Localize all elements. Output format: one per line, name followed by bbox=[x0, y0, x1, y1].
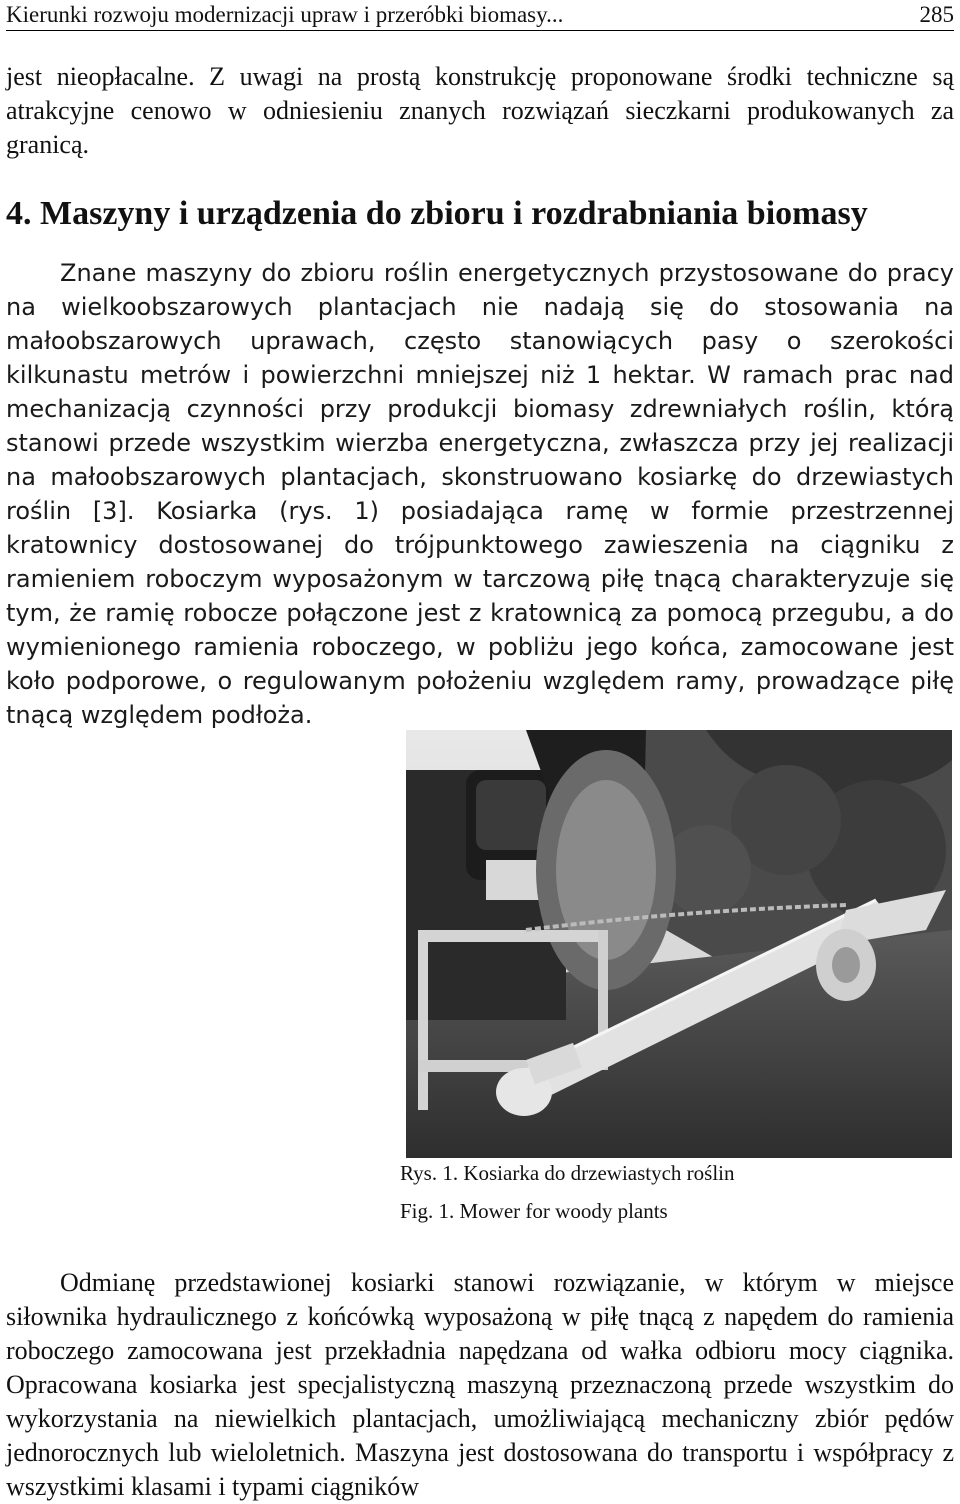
closing-paragraph bbox=[6, 1266, 954, 1504]
running-title: Kierunki rozwoju modernizacji upraw i przeróbki biomasy... bbox=[6, 2, 564, 27]
closing-paragraph-text: Odmianę przedstawionej kosiarki stanowi rozwiązanie, w którym w miejsce siłownika hydraulicznego z końcówką wyposażoną w piłę tnącą z napędem do ramienia roboczego zamocowana jest przekładnia napędzana od wałka odbioru mocy ciągnika. Opracowana kosiarka jest specjalistyczną maszyną przeznaczoną przede wszystkim do wykorzystania na niewielkich plantacjach, umożliwiającą mechaniczny zbiór pędów jednorocznych lub wieloletnich. Maszyna jest dostosowana do transportu i współpracy z wszystkimi klasami i typami ciągników bbox=[6, 1268, 954, 1501]
mower-photo-illustration bbox=[406, 730, 952, 1158]
section-heading: 4. Maszyny i urządzenia do zbioru i rozdrabniania biomasy bbox=[6, 195, 868, 232]
running-header bbox=[6, 0, 954, 31]
section-paragraph bbox=[6, 256, 954, 732]
intro-paragraph: jest nieopłacalne. Z uwagi na prostą konstrukcję proponowane środki techniczne są atrakcyjne cenowo w odniesieniu znanych rozwiązań sieczkarni produkowanych za granicą. bbox=[6, 62, 954, 159]
figure-caption-english: Fig. 1. Mower for woody plants bbox=[400, 1199, 668, 1223]
figure-photo-mower bbox=[406, 730, 952, 1158]
page-number: 285 bbox=[919, 2, 954, 27]
section-paragraph-text: Znane maszyny do zbioru roślin energetycznych przystosowane do pracy na wielkoobszarowych plantacjach nie nadają się do stosowania na małoobszarowych uprawach, często stanowiących pasy o szerokości kilkunastu metrów i powierzchni mniejszej niż 1 hektar. W ramach prac nad mechanizacją czynności przy produkcji biomasy zdrewniałych roślin, którą stanowi przede wszystkim wierzba energetyczna, zwłaszcza przy jej realizacji na małoobszarowych plantacjach, skonstruowano kosiarkę do drzewiastych roślin [3]. Kosiarka (rys. 1) posiadająca ramę w formie przestrzennej kratownicy dostosowanej do trójpunktowego zawieszenia na ciągniku z ramieniem roboczym wyposażonym w tarczową piłę tnącą charakteryzuje się tym, że ramię robocze połączone jest z kratownicą za pomocą przegubu, a do wymienionego ramienia roboczego, w pobliżu jego końca, zamocowane jest koło podporowe, o regulowanym położeniu względem ramy, prowadzące piłę tnącą względem podłoża. bbox=[6, 259, 954, 729]
figure-caption-polish: Rys. 1. Kosiarka do drzewiastych roślin bbox=[400, 1161, 735, 1185]
